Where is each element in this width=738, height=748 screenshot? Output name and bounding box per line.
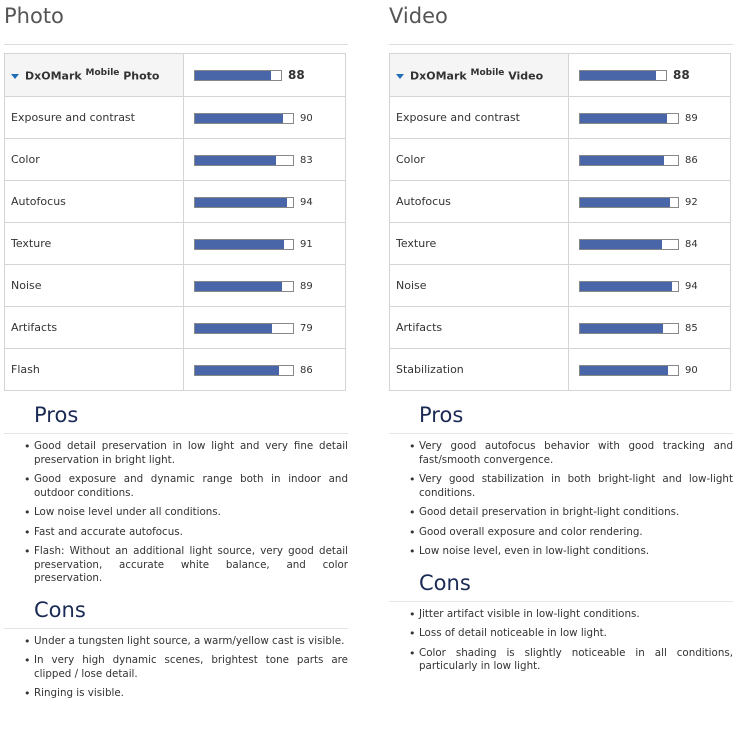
score-number: 90 <box>300 112 313 124</box>
category-text: Photo <box>119 69 160 83</box>
score-number: 84 <box>685 238 698 250</box>
score-row <box>5 307 346 349</box>
score-row <box>5 349 346 391</box>
score-label: Noise <box>390 265 569 307</box>
score-label: Texture <box>5 223 184 265</box>
score-bar <box>194 113 294 124</box>
bar-fill <box>195 71 271 80</box>
score-label: Artifacts <box>390 307 569 349</box>
pro-item: • Good overall exposure and color rendering. <box>419 526 733 540</box>
score-value <box>569 181 731 223</box>
score-bar <box>194 197 294 208</box>
photo-pros-list <box>4 440 348 586</box>
bar-fill <box>195 156 276 165</box>
video-overall-bar <box>579 70 667 81</box>
score-row <box>5 223 346 265</box>
bar-fill <box>195 282 282 291</box>
photo-overall-row[interactable] <box>5 54 346 97</box>
score-value <box>184 97 346 139</box>
score-number: 90 <box>685 364 698 376</box>
score-bar <box>579 155 679 166</box>
score-label: Noise <box>5 265 184 307</box>
con-item: • In very high dynamic scenes, brightest tone parts are clipped / lose detail. <box>34 654 348 681</box>
score-value <box>569 97 731 139</box>
score-bar <box>194 281 294 292</box>
score-row <box>5 181 346 223</box>
bar-fill <box>580 324 663 333</box>
score-label: Exposure and contrast <box>5 97 184 139</box>
con-item: • Under a tungsten light source, a warm/yellow cast is visible. <box>34 635 348 649</box>
bar-fill <box>195 366 279 375</box>
score-label: Exposure and contrast <box>390 97 569 139</box>
photo-column <box>4 0 348 707</box>
score-label: Color <box>5 139 184 181</box>
video-cons-list <box>389 608 733 674</box>
video-section-title: Video <box>389 0 733 45</box>
category-text: Video <box>504 69 544 83</box>
photo-cons-list <box>4 635 348 701</box>
score-value <box>184 181 346 223</box>
bar-fill <box>195 114 283 123</box>
photo-overall-label[interactable] <box>5 54 184 97</box>
score-value <box>569 139 731 181</box>
score-label: Flash <box>5 349 184 391</box>
pro-item: • Very good autofocus behavior with good tracking and fast/smooth convergence. <box>419 440 733 467</box>
score-value <box>184 349 346 391</box>
overall-score: 88 <box>673 68 690 82</box>
video-overall-row[interactable] <box>390 54 731 97</box>
score-row <box>5 265 346 307</box>
pro-item: • Very good stabilization in both bright-light and low-light conditions. <box>419 473 733 500</box>
score-number: 79 <box>300 322 313 334</box>
brand-text: DxOMark <box>25 69 86 83</box>
con-item: • Ringing is visible. <box>34 687 348 701</box>
bar-fill <box>580 156 664 165</box>
bar-fill <box>580 366 668 375</box>
brand-sup: Mobile <box>85 67 120 78</box>
score-bar <box>194 239 294 250</box>
score-bar <box>194 323 294 334</box>
video-overall-label[interactable] <box>390 54 569 97</box>
photo-score-table <box>4 53 346 391</box>
bar-fill <box>580 71 656 80</box>
score-row <box>5 139 346 181</box>
score-bar <box>579 239 679 250</box>
score-label: Artifacts <box>5 307 184 349</box>
pro-item: • Low noise level under all conditions. <box>34 506 348 520</box>
bar-fill <box>580 114 667 123</box>
brand-text: DxOMark <box>410 69 471 83</box>
video-column <box>389 0 733 680</box>
score-number: 86 <box>300 364 313 376</box>
score-bar <box>579 323 679 334</box>
overall-score: 88 <box>288 68 305 82</box>
score-number: 89 <box>300 280 313 292</box>
score-number: 83 <box>300 154 313 166</box>
score-bar <box>579 197 679 208</box>
score-row <box>390 97 731 139</box>
score-label: Autofocus <box>390 181 569 223</box>
con-item: • Loss of detail noticeable in low light. <box>419 627 733 641</box>
score-row <box>390 181 731 223</box>
score-number: 86 <box>685 154 698 166</box>
bar-fill <box>195 198 287 207</box>
video-overall-value <box>569 54 731 97</box>
bar-fill <box>580 240 662 249</box>
score-number: 94 <box>685 280 698 292</box>
photo-cons-title: Cons <box>4 592 348 629</box>
score-value <box>184 265 346 307</box>
pro-item: • Good detail preservation in bright-light conditions. <box>419 506 733 520</box>
photo-section-title: Photo <box>4 0 348 45</box>
score-value <box>184 223 346 265</box>
pro-item: • Low noise level, even in low-light conditions. <box>419 545 733 559</box>
photo-overall-value <box>184 54 346 97</box>
score-row <box>390 223 731 265</box>
score-row <box>390 265 731 307</box>
score-label: Color <box>390 139 569 181</box>
score-bar <box>579 365 679 376</box>
score-number: 89 <box>685 112 698 124</box>
score-bar <box>579 113 679 124</box>
video-score-table <box>389 53 731 391</box>
brand-sup: Mobile <box>470 67 505 78</box>
score-label: Autofocus <box>5 181 184 223</box>
score-row <box>390 349 731 391</box>
score-number: 92 <box>685 196 698 208</box>
photo-overall-bar <box>194 70 282 81</box>
score-value <box>569 265 731 307</box>
score-bar <box>579 281 679 292</box>
score-number: 91 <box>300 238 313 250</box>
score-bar <box>194 155 294 166</box>
score-value <box>569 307 731 349</box>
pro-item: • Flash: Without an additional light source, very good detail preservation, accurate white balance, and color preservation. <box>34 545 348 586</box>
score-label: Texture <box>390 223 569 265</box>
pro-item: • Good exposure and dynamic range both in indoor and outdoor conditions. <box>34 473 348 500</box>
bar-fill <box>580 282 672 291</box>
score-row <box>390 139 731 181</box>
con-item: • Color shading is slightly noticeable in all conditions, particularly in low light. <box>419 647 733 674</box>
caret-down-icon[interactable] <box>396 74 404 79</box>
pro-item: • Good detail preservation in low light and very fine detail preservation in bright light. <box>34 440 348 467</box>
score-value <box>184 307 346 349</box>
score-row <box>390 307 731 349</box>
score-row <box>5 97 346 139</box>
score-value <box>184 139 346 181</box>
bar-fill <box>195 324 272 333</box>
video-pros-list <box>389 440 733 559</box>
score-number: 85 <box>685 322 698 334</box>
pro-item: • Fast and accurate autofocus. <box>34 526 348 540</box>
bar-fill <box>580 198 670 207</box>
score-number: 94 <box>300 196 313 208</box>
score-label: Stabilization <box>390 349 569 391</box>
score-value <box>569 223 731 265</box>
score-value <box>569 349 731 391</box>
bar-fill <box>195 240 284 249</box>
video-pros-title: Pros <box>389 397 733 434</box>
video-cons-title: Cons <box>389 565 733 602</box>
con-item: • Jitter artifact visible in low-light conditions. <box>419 608 733 622</box>
score-bar <box>194 365 294 376</box>
caret-down-icon[interactable] <box>11 74 19 79</box>
photo-pros-title: Pros <box>4 397 348 434</box>
